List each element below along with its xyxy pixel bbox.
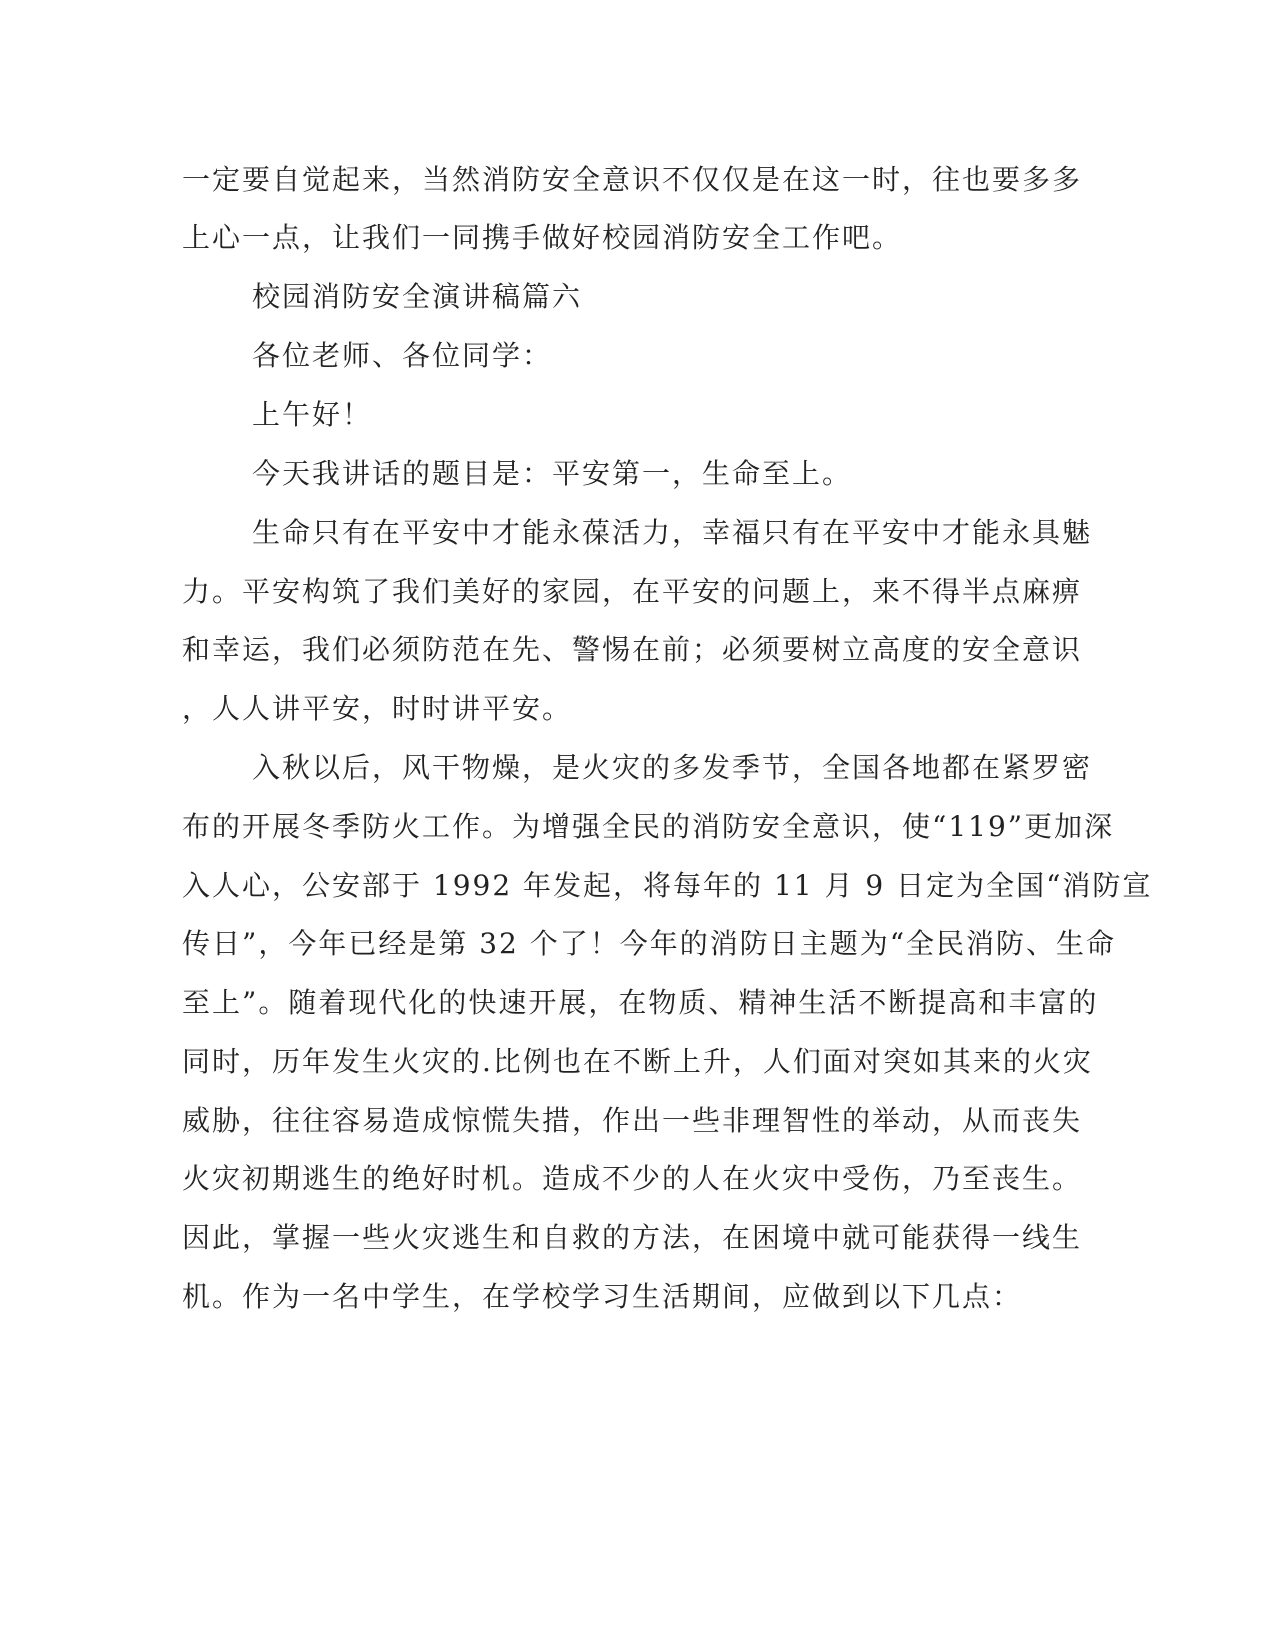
- text-line: 生命只有在平安中才能永葆活力，幸福只有在平安中才能永具魅: [252, 516, 1093, 549]
- greeting: 上午好！: [252, 398, 373, 431]
- text-line: 威胁，往往容易造成惊慌失措，作出一些非理智性的举动，从而丧失: [182, 1104, 1083, 1137]
- text-line: 传日”，今年已经是第 32 个了！今年的消防日主题为“全民消防、生命: [182, 927, 1117, 960]
- text-line: 力。平安构筑了我们美好的家园，在平安的问题上，来不得半点麻痹: [182, 575, 1083, 608]
- text-line: 同时，历年发生火灾的.比例也在不断上升，人们面对突如其来的火灾: [182, 1045, 1093, 1078]
- text-line: 一定要自觉起来，当然消防安全意识不仅仅是在这一时，往也要多多: [182, 163, 1083, 196]
- text-line: 和幸运，我们必须防范在先、警惕在前；必须要树立高度的安全意识: [182, 633, 1083, 666]
- text-line: ，人人讲平安，时时讲平安。: [182, 692, 573, 725]
- text-line: 上心一点，让我们一同携手做好校园消防安全工作吧。: [182, 221, 903, 254]
- topic-line: 今天我讲话的题目是：平安第一，生命至上。: [252, 457, 853, 490]
- salutation: 各位老师、各位同学：: [252, 339, 553, 372]
- text-line: 火灾初期逃生的绝好时机。造成不少的人在火灾中受伤，乃至丧生。: [182, 1162, 1083, 1195]
- section-heading: 校园消防安全演讲稿篇六: [252, 280, 583, 313]
- text-line: 入人心，公安部于 1992 年发起，将每年的 11 月 9 日定为全国“消防宣: [182, 869, 1153, 902]
- text-line: 机。作为一名中学生，在学校学习生活期间，应做到以下几点：: [182, 1280, 1023, 1313]
- text-line: 因此，掌握一些火灾逃生和自救的方法，在困境中就可能获得一线生: [182, 1221, 1083, 1254]
- text-line: 布的开展冬季防火工作。为增强全民的消防安全意识，使“119”更加深: [182, 810, 1115, 843]
- text-line: 入秋以后，风干物燥，是火灾的多发季节，全国各地都在紧罗密: [252, 751, 1093, 784]
- text-line: 至上”。随着现代化的快速开展，在物质、精神生活不断提高和丰富的: [182, 986, 1099, 1019]
